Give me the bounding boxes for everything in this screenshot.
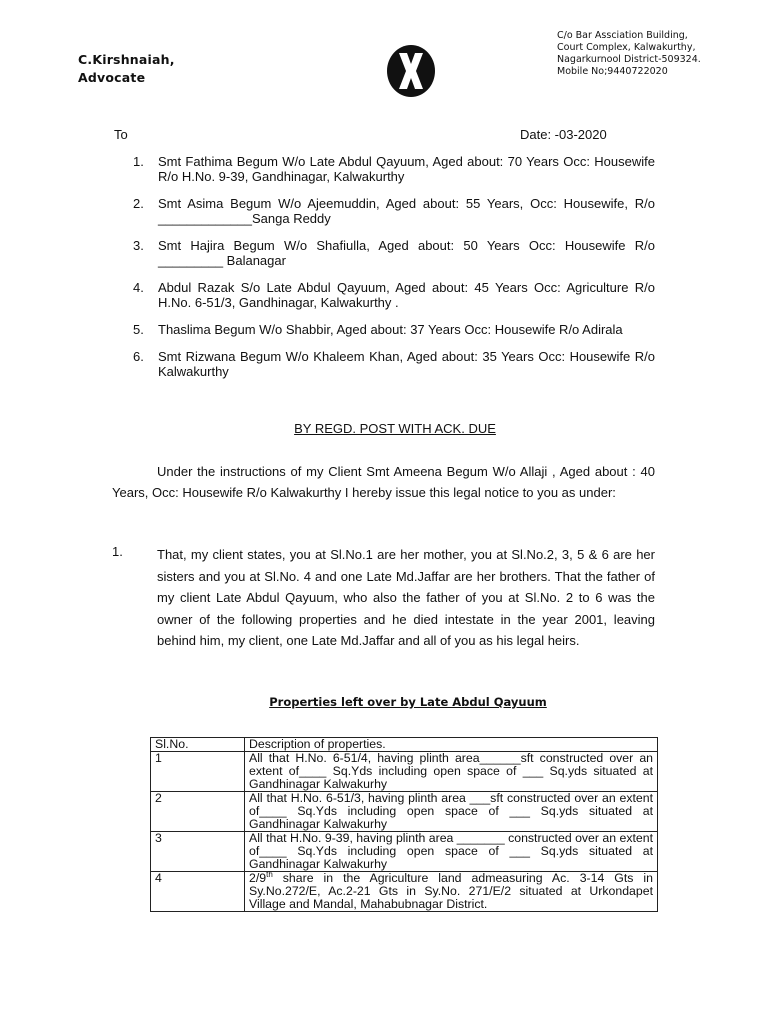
list-item bbox=[133, 154, 655, 184]
list-item bbox=[133, 238, 655, 268]
advocate-title: Advocate bbox=[78, 70, 146, 85]
item-number: 5. bbox=[133, 322, 144, 337]
intro-text: Under the instructions of my Client Smt Ameena Begum W/o Allaji , Aged about : 40 Years, Occ: Housewife R/o Kalwakurthy I hereby issue this legal notice to you as under: bbox=[112, 464, 655, 500]
description-cell: All that H.No. 9-39, having plinth area _______ constructed over an extent of____ Sq.Yds including open space of ___ Sq.yds situated at Gandhinagar Kalwakurhy bbox=[245, 832, 658, 872]
recipient-list bbox=[133, 154, 655, 391]
x-circle-logo-icon bbox=[386, 44, 436, 98]
desc-rest: share in the Agriculture land admeasuring Ac. 3-14 Gts in Sy.No.272/E, Ac.2-21 Gts in Sy.No. 271/E/2 situated at Urkondapet Village and Mandal, Mahabubnagar District. bbox=[249, 871, 653, 911]
list-item bbox=[133, 322, 655, 337]
item-text: Abdul Razak S/o Late Abdul Qayuum, Aged about: 45 Years Occ: Agriculture R/o H.No. 6-51/3, Gandhinagar, Kalwakurthy . bbox=[158, 280, 655, 310]
item-number: 1. bbox=[133, 154, 144, 169]
date-label: Date: -03-2020 bbox=[520, 127, 607, 142]
advocate-name: C.Kirshnaiah, bbox=[78, 52, 175, 67]
sl-cell: 3 bbox=[151, 832, 245, 872]
properties-heading: Properties left over by Late Abdul Qayuum bbox=[269, 695, 547, 709]
regd-post-heading: BY REGD. POST WITH ACK. DUE bbox=[294, 421, 496, 436]
column-header: Description of properties. bbox=[245, 738, 658, 752]
point-number: 1. bbox=[112, 544, 123, 559]
list-item bbox=[133, 196, 655, 226]
item-text: Smt Hajira Begum W/o Shafiulla, Aged about: 50 Years Occ: Housewife R/o _________ Balanagar bbox=[158, 238, 655, 268]
intro-paragraph bbox=[112, 461, 655, 503]
description-cell: All that H.No. 6-51/4, having plinth area______sft constructed over an extent of____ Sq.Yds including open space of ___ Sq.yds situated at Gandhinagar Kalwakurhy bbox=[245, 752, 658, 792]
table-row bbox=[151, 832, 658, 872]
address-line: Court Complex, Kalwakurthy, bbox=[557, 42, 696, 53]
item-number: 3. bbox=[133, 238, 144, 253]
to-label: To bbox=[114, 127, 128, 142]
desc-sup: th bbox=[266, 869, 273, 879]
sl-cell: 2 bbox=[151, 792, 245, 832]
item-text: Smt Rizwana Begum W/o Khaleem Khan, Aged about: 35 Years Occ: Housewife R/o Kalwakurthy bbox=[158, 349, 655, 379]
table-header-row bbox=[151, 738, 658, 752]
properties-table bbox=[150, 737, 658, 912]
item-number: 2. bbox=[133, 196, 144, 211]
advocate-block bbox=[78, 51, 175, 87]
column-header: Sl.No. bbox=[151, 738, 245, 752]
desc-share: 2/9 bbox=[249, 871, 267, 885]
table-row bbox=[151, 792, 658, 832]
description-cell: All that H.No. 6-51/3, having plinth area ___sft constructed over an extent of____ Sq.Yds including open space of ___ Sq.yds situated at Gandhinagar Kalwakurhy bbox=[245, 792, 658, 832]
item-text: Smt Fathima Begum W/o Late Abdul Qayuum, Aged about: 70 Years Occ: Housewife R/o H.No. 9-39, Gandhinagar, Kalwakurthy bbox=[158, 154, 655, 184]
table-row bbox=[151, 752, 658, 792]
address-block bbox=[557, 30, 701, 78]
address-line: Mobile No;9440722020 bbox=[557, 66, 668, 77]
item-number: 6. bbox=[133, 349, 144, 364]
description-cell bbox=[245, 869, 658, 912]
address-line: Nagarkurnool District-509324. bbox=[557, 54, 701, 65]
point-text: That, my client states, you at Sl.No.1 are her mother, you at Sl.No.2, 3, 5 & 6 are her sisters and you at Sl.No. 4 and one Late Md.Jaffar are her brothers. That the father of my client Late Abdul Qayuum, who also the father of you at Sl.No. 2 to 6 was the owner of the following properties and he died intestate in the year 2001, leaving behind him, my client, one Late Md.Jaffar and all of you as his legal heirs. bbox=[157, 547, 655, 648]
list-item bbox=[133, 349, 655, 379]
list-item bbox=[133, 280, 655, 310]
table-row bbox=[151, 872, 658, 912]
address-line: C/o Bar Assciation Building, bbox=[557, 30, 688, 41]
sl-cell: 4 bbox=[151, 872, 245, 912]
item-text: Thaslima Begum W/o Shabbir, Aged about: 37 Years Occ: Housewife R/o Adirala bbox=[158, 322, 623, 337]
item-number: 4. bbox=[133, 280, 144, 295]
item-text: Smt Asima Begum W/o Ajeemuddin, Aged about: 55 Years, Occ: Housewife, R/o _____________Sanga Reddy bbox=[158, 196, 655, 226]
sl-cell: 1 bbox=[151, 752, 245, 792]
